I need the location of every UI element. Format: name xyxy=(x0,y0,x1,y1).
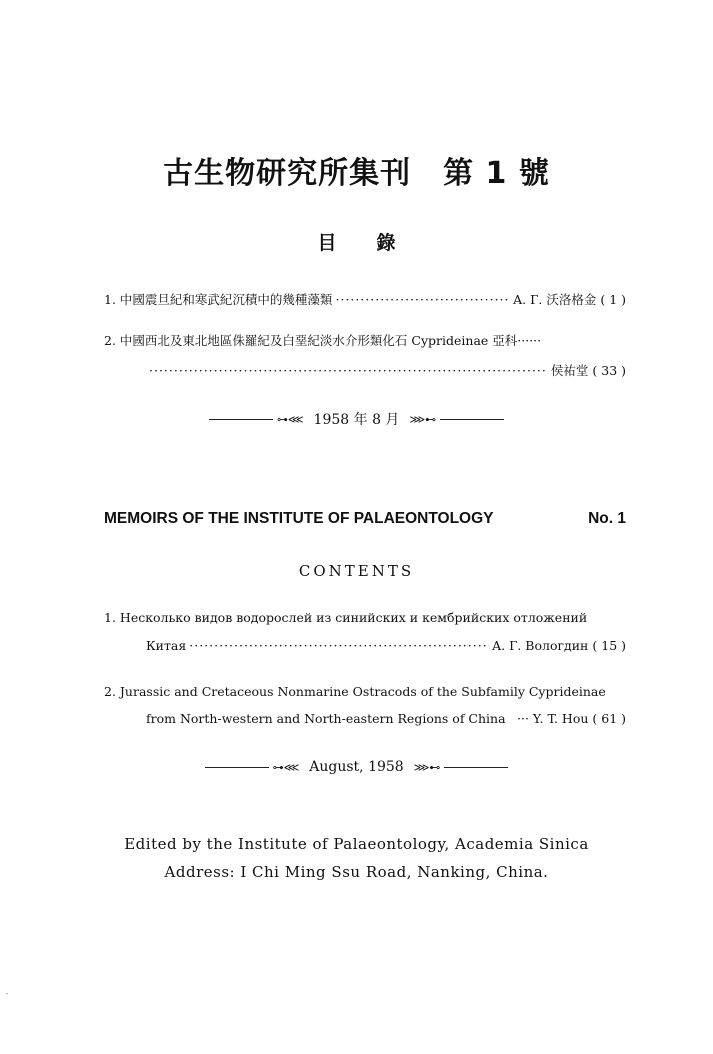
chinese-contents-heading: 目錄 xyxy=(317,232,436,254)
ornament-right-icon: ⋙⊷ xyxy=(413,760,441,774)
english-toc-entry-2 xyxy=(104,684,626,726)
divider-line xyxy=(440,419,504,420)
chinese-toc-entry-1 xyxy=(104,290,626,308)
toc-title: 中國西北及東北地區侏羅紀及白堊紀淡水介形類化石 Cyprideinae 亞科······ xyxy=(119,333,542,348)
toc-title-line1: Несколько видов водорослей из синийских и кембрийских отложений xyxy=(119,610,588,625)
dot-leader xyxy=(189,638,489,653)
toc-page: ( 33 ) xyxy=(592,363,626,378)
toc-number: 2. xyxy=(104,684,116,699)
dot-leader xyxy=(149,363,548,378)
toc-title-line2: Китая xyxy=(146,638,187,653)
dot-leader xyxy=(335,292,510,307)
english-title-text: MEMOIRS OF THE INSTITUTE OF PALAEONTOLOGY xyxy=(104,510,494,527)
english-publication-date: August, 1958 xyxy=(309,759,404,775)
toc-number: 1. xyxy=(104,292,116,307)
chinese-publication-date: 1958 年 8 月 xyxy=(313,412,400,428)
english-toc-entry-1 xyxy=(104,610,626,653)
divider-line xyxy=(205,767,269,768)
toc-number: 2. xyxy=(104,333,116,348)
toc-title-line1: Jurassic and Cretaceous Nonmarine Ostracods of the Subfamily Cyprideinae xyxy=(119,684,606,699)
address-line: Address: I Chi Ming Ssu Road, Nanking, China. xyxy=(164,863,549,881)
toc-title: 中國震旦紀和寒武紀沉積中的幾種藻類 xyxy=(119,292,333,307)
editor-line: Edited by the Institute of Palaeontology, Academia Sinica xyxy=(124,835,589,853)
toc-author: A. Г. Вологдин xyxy=(492,638,589,653)
ornament-left-icon: ⊶⋘ xyxy=(276,412,304,426)
english-contents-heading: CONTENTS xyxy=(298,562,415,580)
ornament-right-icon: ⋙⊷ xyxy=(409,412,437,426)
toc-title-line2: from North-western and North-eastern Regions of China xyxy=(146,711,506,726)
chinese-toc-entry-2 xyxy=(104,331,626,379)
ornament-left-icon: ⊶⋘ xyxy=(272,760,300,774)
chinese-issue-number: 第 1 號 xyxy=(443,156,550,191)
toc-page: ( 1 ) xyxy=(600,292,626,307)
english-date-divider xyxy=(0,759,713,775)
divider-line xyxy=(209,419,273,420)
toc-author: 侯祐堂 xyxy=(550,363,589,378)
toc-number: 1. xyxy=(104,610,116,625)
chinese-date-divider xyxy=(0,409,713,429)
toc-author: ··· Y. T. Hou xyxy=(517,711,589,726)
divider-line xyxy=(444,767,508,768)
toc-page: ( 15 ) xyxy=(592,638,626,653)
english-journal-title xyxy=(104,510,626,528)
chinese-title-text: 古生物研究所集刊 xyxy=(163,156,412,191)
english-issue-number: No. 1 xyxy=(588,510,626,527)
toc-page: ( 61 ) xyxy=(592,711,626,726)
toc-author: A. Г. 沃洛格金 xyxy=(513,292,597,307)
chinese-journal-title xyxy=(0,148,713,192)
